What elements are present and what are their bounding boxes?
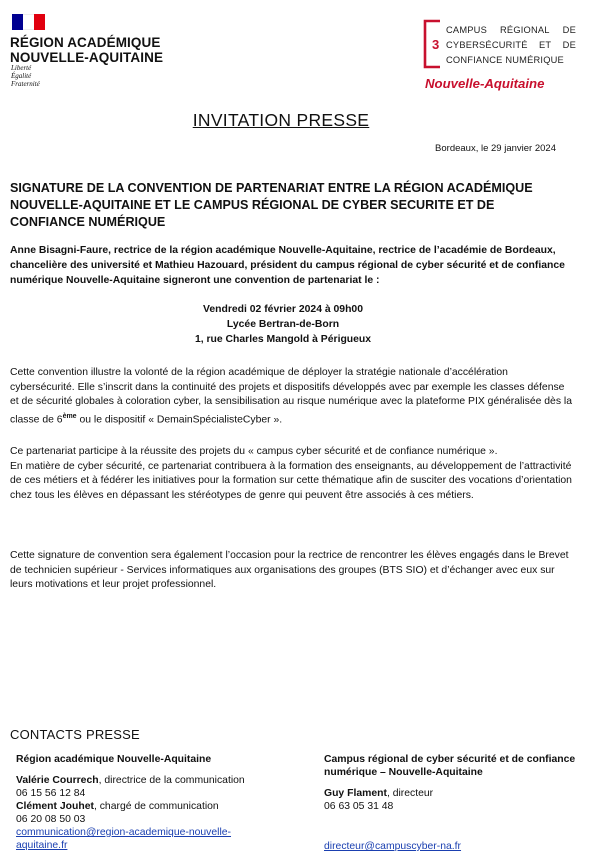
contact-email-left-link[interactable]: communication@region-academique-nouvelle-aquitaine.fr [16,827,232,851]
event-address: 1, rue Charles Mangold à Périgueux [194,334,372,345]
flag-red-stripe [34,14,45,30]
de-word-2: DE [562,40,576,50]
svg-text:3: 3 [432,37,440,52]
cybersecurite-word: CYBERSÉCURITÉ [446,40,528,50]
paragraph-2 [10,445,575,503]
contact-person-1 [16,774,296,787]
campus-region-name: Nouvelle-Aquitaine [425,76,545,91]
campus-logo-line2 [446,38,576,53]
paragraph-2-intro: Ce partenariat participe à la réussite des projets du « campus cyber sécurité et de confiance numérique ». [10,446,498,457]
paragraph-3: Cette signature de convention sera également l’occasion pour la rectrice de rencontrer les élèves engagés dans le Brevet de technicien supérieur - Services informatiques aux organisations des groupes (BTS SIO) et d’échanger avec eux sur leurs motivations et leur projet professionnel. [10,550,569,591]
logo-title-line1: RÉGION ACADÉMIQUE [10,35,161,50]
flag-white-stripe [23,14,34,30]
lead-paragraph: Anne Bisagni-Faure, rectrice de la région académique Nouvelle-Aquitaine, rectrice de l’académie de Bordeaux, chancelière des université et Mathieu Hazouard, président du campus régional de cyber sécurité et de confiance numérique Nouvelle-Aquitaine signeront une convention de partenariat le : [10,245,565,286]
republic-motto [11,64,40,88]
contact-email-right-link[interactable]: directeur@campuscyber-na.fr [324,841,462,852]
paragraph-1-superscript: ème [62,412,77,420]
contact-person-1-phone: 06 15 56 12 84 [16,788,86,799]
motto-liberte: Liberté [11,64,32,72]
et-word: ET [539,40,552,50]
campus-logo-text [446,23,576,68]
campus-logo-line3: CONFIANCE NUMÉRIQUE [446,55,564,65]
document-date: Bordeaux, le 29 janvier 2024 [435,143,556,154]
region-academique-logo-title [10,35,163,65]
contact-person-1-name: Valérie Courrech [16,775,99,786]
paragraph-1-text: Cette convention illustre la volonté de la région académique de déployer la stratégie nationale d’accélération cybersécurité. Elle s’inscrit dans la continuité des projets et dispositifs développés avec par exemple les classes défense et de sécurité globales à coloration cyber, la sensibilisation au risque numérique avec la plateforme PIX généralisée dès la classe de 6 [10,367,572,426]
campus-word: CAMPUS [446,25,487,35]
paragraph-2-body: En matière de cyber sécurité, ce partenariat contribuera à la formation des enseignants, au développement de l’attractivité de ces métiers et à fédérer les initiatives pour la formation sur cette thématique afin de susciter des vocations d’orientation chez tous les élèves en dépassant les stéréotypes de genre qui peuvent être associés à ces métiers. [10,460,572,501]
contact-person-2-phone: 06 20 08 50 03 [16,814,86,825]
contact-person-2-role: , chargé de communication [93,801,219,812]
logo-title-line2: NOUVELLE-AQUITAINE [10,50,164,65]
contact-column-right [324,753,594,853]
contact-org-right: Campus régional de cyber sécurité et de confiance numérique – Nouvelle-Aquitaine [324,754,576,778]
contact-person-2 [16,800,296,813]
campus-logo-line1 [446,23,576,38]
headline: SIGNATURE DE LA CONVENTION DE PARTENARIAT ENTRE LA RÉGION ACADÉMIQUE NOUVELLE-AQUITAINE ET LE CAMPUS RÉGIONAL DE CYBER SECURITE ET DE CONFIANCE NUMÉRIQUE [10,181,533,229]
contact-person-right-role: , directeur [386,788,434,799]
contacts-title: CONTACTS PRESSE [10,727,140,742]
page-title: INVITATION PRESSE [192,110,370,130]
flag-blue-stripe [12,14,23,30]
campus-c3-logo-icon [423,19,443,69]
event-datetime: Vendredi 02 février 2024 à 09h00 [202,304,363,315]
contact-org-left: Région académique Nouvelle-Aquitaine [16,754,212,765]
paragraph-1-text-end: ou le dispositif « DemainSpécialisteCyber ». [76,414,283,426]
contact-person-right-name: Guy Flament [324,788,387,799]
contact-person-2-name: Clément Jouhet [16,801,94,812]
contact-person-right-phone: 06 63 05 31 48 [324,801,394,812]
contact-person-1-role: , directrice de la communication [98,775,245,786]
french-flag-icon [12,14,45,30]
regional-word: RÉGIONAL [500,25,550,35]
event-details [0,302,566,347]
de-word: DE [562,25,576,35]
motto-fraternite: Fraternité [11,80,40,88]
motto-egalite: Égalité [11,72,32,80]
paragraph-1 [10,366,575,428]
contact-column-left [16,753,296,852]
contact-person-right [324,787,594,800]
event-venue: Lycée Bertran-de-Born [226,319,340,330]
